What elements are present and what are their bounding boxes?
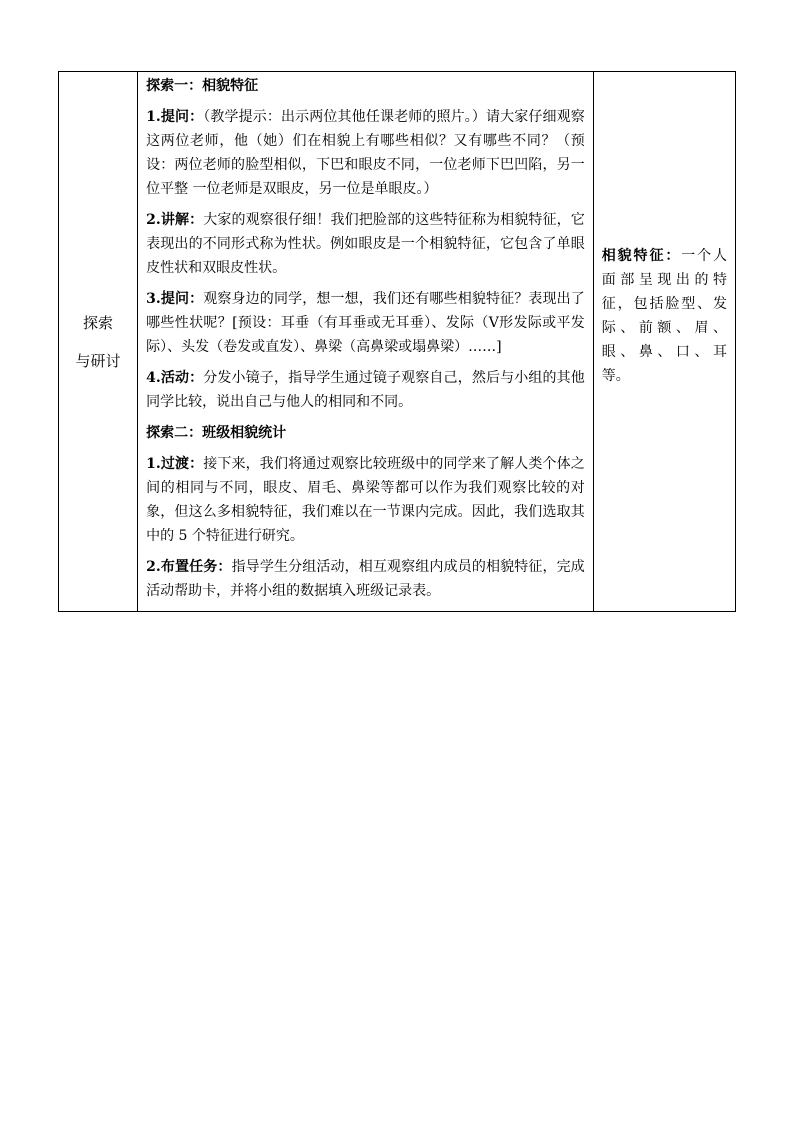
notes-body: 一个人面部呈现出的特征，包括脸型、发际、前额、眉、眼、鼻、口、耳等。: [601, 247, 728, 384]
item-label: 2.讲解：: [146, 212, 204, 228]
notes-text: [602, 244, 727, 388]
section2-item-2: [146, 555, 585, 603]
section1-item-3: [146, 287, 585, 359]
item-label: 4.活动：: [146, 370, 204, 386]
stage-label-line1: 探索: [83, 313, 114, 332]
table-row: [59, 72, 736, 612]
notes-label: 相貌特征：: [601, 247, 682, 264]
item-text: 大家的观察很仔细！我们把脸部的这些特征称为相貌特征，它表现出的不同形式称为性状。例如眼皮是一个相貌特征，它包含了单眼皮性状和双眼皮性状。: [146, 212, 585, 276]
lesson-plan-table: [58, 71, 736, 612]
item-text: 接下来，我们将通过观察比较班级中的同学来了解人类个体之间的相同与不同，眼皮、眉毛、鼻梁等都可以作为我们观察比较的对象，但这么多相貌特征，我们难以在一节课内完成。因此，我们选取其中的 5 个特征进行研究。: [146, 456, 585, 544]
item-text: 分发小镜子，指导学生通过镜子观察自己，然后与小组的其他同学比较，说出自己与他人的相同和不同。: [146, 370, 585, 410]
stage-label-line2: 与研讨: [75, 351, 121, 370]
section1-item-4: [146, 366, 585, 414]
item-label: 3.提问：: [146, 291, 204, 307]
item-text: 指导学生分组活动，相互观察组内成员的相貌特征，完成活动帮助卡，并将小组的数据填入班级记录表。: [146, 559, 585, 599]
item-text: 观察身边的同学，想一想，我们还有哪些相貌特征？表现出了哪些性状呢？[预设：耳垂（有耳垂或无耳垂）、发际（V形发际或平发际）、头发（卷发或直发）、鼻梁（高鼻梁或塌鼻梁）……]: [146, 291, 585, 355]
item-label: 2.布置任务：: [146, 559, 232, 575]
content-cell: [138, 72, 594, 612]
section1-item-2: [146, 208, 585, 280]
item-label: 1.过渡：: [146, 456, 204, 472]
stage-cell: [59, 72, 138, 612]
item-text: （教学提示：出示两位其他任课老师的照片。）请大家仔细观察这两位老师，他（她）们在相貌上有哪些相似？又有哪些不同？（预设：两位老师的脸型相似，下巴和眼皮不同，一位老师下巴凹陷，另一位平整 一位老师是双眼皮，另一位是单眼皮。）: [146, 109, 585, 197]
section1-title: 探索一：相貌特征: [146, 78, 259, 94]
section2-item-1: [146, 452, 585, 548]
section2-title: 探索二：班级相貌统计: [146, 425, 287, 441]
notes-cell: [593, 72, 735, 612]
section1-item-1: [146, 105, 585, 201]
item-label: 1.提问：: [146, 109, 204, 125]
